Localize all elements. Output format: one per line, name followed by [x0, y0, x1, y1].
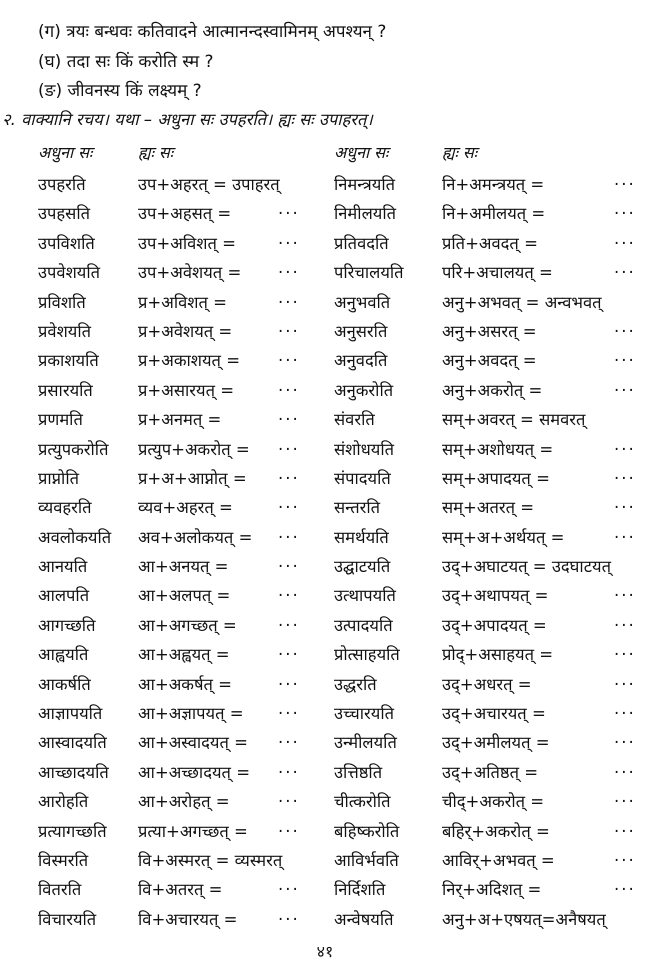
present-verb-right: प्रोत्साहयति — [334, 645, 400, 665]
present-verb-right: उद्घाटयति — [334, 557, 391, 577]
table-row — [0, 464, 650, 493]
header-past-right: ह्यः सः — [442, 143, 477, 162]
blank-dots-left: ··· — [278, 645, 300, 665]
blank-dots-left: ··· — [278, 762, 300, 782]
blank-dots-left: ··· — [278, 704, 300, 724]
present-verb-right: परिचालयति — [334, 263, 404, 283]
present-verb-left: उपहरति — [38, 175, 86, 194]
past-derivation-left: आ+अलपत् = — [138, 586, 231, 606]
present-verb-left: उपहसति — [38, 204, 91, 224]
present-verb-right: संपादयति — [334, 468, 391, 488]
exercise-instruction: २. वाक्यानि रचय। यथा – अधुना सः उपहरति। ह्यः सः उपाहरत्। — [2, 110, 373, 129]
present-verb-left: आगच्छति — [38, 615, 96, 635]
table-row — [0, 229, 650, 258]
past-derivation-left: उप+अहसत् = — [138, 204, 232, 224]
blank-dots-right: ··· — [614, 645, 636, 665]
blank-dots-left: ··· — [278, 468, 300, 488]
present-verb-left: प्रणमति — [38, 410, 83, 430]
past-derivation-left: आ+अस्वादयत् = — [138, 733, 248, 753]
past-derivation-right: नि+अमन्त्रयत् = — [442, 175, 545, 194]
table-row — [0, 493, 650, 522]
table-row — [0, 875, 650, 904]
past-derivation-right: उद्+अथापयत् = — [442, 586, 549, 606]
present-verb-right: उन्मीलयति — [334, 733, 397, 753]
past-derivation-left: आ+अज्ञापयत् = — [138, 704, 244, 724]
present-verb-right: सन्तरति — [334, 498, 381, 518]
past-derivation-left: प्र+अवेशयत् = — [138, 321, 233, 341]
past-derivation-right: चीद्+अकरोत् = — [442, 792, 545, 812]
present-verb-left: प्रविशति — [38, 292, 86, 312]
blank-dots-right: ··· — [614, 762, 636, 782]
blank-dots-right: ··· — [614, 615, 636, 635]
blank-dots-left: ··· — [278, 204, 300, 224]
table-row — [0, 435, 650, 464]
past-derivation-right: बहिर्+अकरोत् = — [442, 821, 550, 841]
blank-dots-right: ··· — [614, 674, 636, 694]
past-derivation-right: प्रोद्+असाहयत् = — [442, 645, 554, 665]
past-derivation-right: आविर्+अभवत् = — [442, 850, 555, 870]
past-derivation-left: आ+अच्छादयत् = — [138, 762, 251, 782]
present-verb-right: निमन्त्रयति — [334, 175, 396, 194]
blank-dots-right: ··· — [614, 821, 636, 841]
table-row — [0, 640, 650, 669]
table-row — [0, 846, 650, 875]
past-derivation-right: परि+अचालयत् = — [442, 263, 553, 283]
table-row — [0, 787, 650, 816]
blank-dots-left: ··· — [278, 498, 300, 518]
past-derivation-right: सम्+अतरत् = — [442, 498, 535, 518]
past-derivation-right: सम्+अशोधयत् = — [442, 439, 554, 459]
table-row — [0, 581, 650, 610]
past-derivation-left: प्रत्या+अगच्छत् = — [138, 821, 248, 841]
blank-dots-right: ··· — [614, 880, 636, 900]
past-derivation-left: प्र+अनमत् = — [138, 410, 222, 430]
past-derivation-right: उद्+अघाटयत् = उदघाटयत् — [442, 557, 611, 577]
present-verb-left: प्रसारयति — [38, 380, 93, 400]
present-verb-right: उत्तिष्ठति — [334, 762, 383, 782]
blank-dots-left: ··· — [278, 821, 300, 841]
past-derivation-left: आ+अनयत् = — [138, 557, 229, 577]
table-row — [0, 905, 650, 934]
present-verb-right: अनुकरोति — [334, 380, 394, 400]
present-verb-left: वितरति — [38, 880, 82, 900]
present-verb-left: प्रकाशयति — [38, 351, 99, 371]
present-verb-right: उद्धरति — [334, 674, 377, 694]
present-verb-right: संवरति — [334, 410, 375, 430]
past-derivation-right: उद्+अतिष्ठत् = — [442, 762, 539, 782]
present-verb-right: चीत्करोति — [334, 792, 391, 812]
present-verb-right: अनुसरति — [334, 321, 388, 341]
blank-dots-right: ··· — [614, 204, 636, 224]
table-row — [0, 758, 650, 787]
past-derivation-left: आ+अकर्षत् = — [138, 674, 232, 694]
present-verb-left: प्रवेशयति — [38, 321, 92, 341]
past-derivation-right: प्रति+अवदत् = — [442, 233, 538, 253]
blank-dots-right: ··· — [614, 439, 636, 459]
table-row — [0, 170, 650, 199]
past-derivation-left: प्र+असारयत् = — [138, 380, 235, 400]
blank-dots-right: ··· — [614, 586, 636, 606]
present-verb-left: आज्ञापयति — [38, 704, 103, 724]
past-derivation-left: वि+अचारयत् = — [138, 909, 238, 929]
table-row — [0, 817, 650, 846]
blank-dots-left: ··· — [278, 527, 300, 547]
past-derivation-right: सम्+अपादयत् = — [442, 468, 550, 488]
present-verb-right: निर्दिशति — [334, 880, 386, 900]
past-derivation-left: वि+अतरत् = — [138, 880, 223, 900]
past-derivation-right: उद्+अपादयत् = — [442, 615, 547, 635]
present-verb-left: उपविशति — [38, 233, 95, 253]
blank-dots-right: ··· — [614, 527, 636, 547]
past-derivation-right: निर्+अदिशत् = — [442, 880, 542, 900]
present-verb-right: समर्थयति — [334, 527, 389, 547]
blank-dots-left: ··· — [278, 380, 300, 400]
present-verb-right: अनुवदति — [334, 351, 388, 371]
present-verb-right: आविर्भवति — [334, 850, 399, 870]
past-derivation-right: अनु+असरत् = — [442, 321, 537, 341]
blank-dots-left: ··· — [278, 351, 300, 371]
header-present-left: अधुना सः — [38, 143, 93, 162]
present-verb-left: आनयति — [38, 557, 88, 577]
question-gha: (घ) तदा सः किं करोति स्म ? — [38, 52, 214, 72]
blank-dots-left: ··· — [278, 263, 300, 283]
present-verb-left: आलपति — [38, 586, 90, 606]
present-verb-left: आह्वयति — [38, 645, 89, 665]
past-derivation-left: प्र+अकाशयत् = — [138, 351, 241, 371]
present-verb-left: अवलोकयति — [38, 527, 112, 547]
table-row — [0, 258, 650, 287]
present-verb-left: उपवेशयति — [38, 263, 101, 283]
present-verb-right: निमीलयति — [334, 204, 397, 224]
blank-dots-left: ··· — [278, 733, 300, 753]
past-derivation-right: अनु+अवदत् = — [442, 351, 537, 371]
present-verb-left: व्यवहरति — [38, 498, 92, 518]
past-derivation-right: सम्+अ+अर्थयत् = — [442, 527, 565, 547]
past-derivation-left: व्यव+अहरत् = — [138, 498, 233, 518]
header-present-right: अधुना सः — [334, 143, 389, 162]
blank-dots-left: ··· — [278, 792, 300, 812]
table-row — [0, 317, 650, 346]
present-verb-right: बहिष्करोति — [334, 821, 400, 841]
table-row — [0, 728, 650, 757]
present-verb-right: संशोधयति — [334, 439, 395, 459]
present-verb-left: प्राप्नोति — [38, 468, 80, 488]
table-row — [0, 611, 650, 640]
present-verb-right: उत्पादयति — [334, 615, 393, 635]
blank-dots-left: ··· — [278, 909, 300, 929]
blank-dots-left: ··· — [278, 233, 300, 253]
blank-dots-left: ··· — [278, 615, 300, 635]
blank-dots-right: ··· — [614, 263, 636, 283]
header-past-left: ह्यः सः — [138, 143, 173, 162]
past-derivation-right: अनु+अ+एषयत्=अनैषयत् — [442, 909, 606, 929]
table-row — [0, 376, 650, 405]
blank-dots-left: ··· — [278, 557, 300, 577]
blank-dots-right: ··· — [614, 792, 636, 812]
question-ga: (ग) त्रयः बन्धवः कतिवादने आत्मानन्दस्वामिनम् अपश्यन् ? — [38, 22, 387, 42]
past-derivation-left: आ+अगच्छत् = — [138, 615, 237, 635]
present-verb-right: अनुभवति — [334, 292, 391, 312]
past-derivation-left: आ+अह्वयत् = — [138, 645, 230, 665]
table-row — [0, 699, 650, 728]
blank-dots-left: ··· — [278, 321, 300, 341]
past-derivation-left: उप+अहरत् = उपाहरत् — [138, 175, 280, 194]
present-verb-left: आस्वादयति — [38, 733, 107, 753]
present-verb-left: आच्छादयति — [38, 762, 109, 782]
present-verb-left: विस्मरति — [38, 850, 89, 870]
blank-dots-right: ··· — [614, 351, 636, 371]
page-number: ४१ — [316, 942, 334, 961]
past-derivation-left: प्र+अविशत् = — [138, 292, 227, 312]
present-verb-left: प्रत्यागच्छति — [38, 821, 107, 841]
present-verb-right: उच्चारयति — [334, 704, 395, 724]
blank-dots-right: ··· — [614, 175, 636, 194]
blank-dots-left: ··· — [278, 586, 300, 606]
past-derivation-left: उप+अविशत् = — [138, 233, 236, 253]
table-row — [0, 346, 650, 375]
table-row — [0, 670, 650, 699]
blank-dots-right: ··· — [614, 233, 636, 253]
table-row — [0, 552, 650, 581]
blank-dots-right: ··· — [614, 380, 636, 400]
table-row — [0, 405, 650, 434]
blank-dots-right: ··· — [614, 468, 636, 488]
past-derivation-right: उद्+अधरत् = — [442, 674, 532, 694]
past-derivation-right: अनु+अभवत् = अन्वभवत् — [442, 292, 602, 312]
past-derivation-left: प्र+अ+आप्नोत् = — [138, 468, 247, 488]
present-verb-left: आकर्षति — [38, 674, 91, 694]
present-verb-left: आरोहति — [38, 792, 89, 812]
verb-table — [0, 170, 650, 934]
present-verb-right: अन्वेषयति — [334, 909, 394, 929]
present-verb-left: प्रत्युपकरोति — [38, 439, 109, 459]
past-derivation-right: उद्+अमीलयत् = — [442, 733, 550, 753]
past-derivation-right: उद्+अचारयत् = — [442, 704, 546, 724]
blank-dots-right: ··· — [614, 498, 636, 518]
blank-dots-left: ··· — [278, 674, 300, 694]
past-derivation-right: नि+अमीलयत् = — [442, 204, 546, 224]
question-nga: (ङ) जीवनस्य किं लक्ष्यम् ? — [38, 81, 202, 101]
present-verb-right: प्रतिवदति — [334, 233, 389, 253]
past-derivation-right: सम्+अवरत् = समवरत् — [442, 410, 586, 430]
past-derivation-left: उप+अवेशयत् = — [138, 263, 242, 283]
blank-dots-right: ··· — [614, 733, 636, 753]
blank-dots-left: ··· — [278, 439, 300, 459]
blank-dots-left: ··· — [278, 410, 300, 430]
blank-dots-right: ··· — [614, 850, 636, 870]
past-derivation-left: आ+अरोहत् = — [138, 792, 230, 812]
present-verb-right: उत्थापयति — [334, 586, 396, 606]
blank-dots-right: ··· — [614, 321, 636, 341]
past-derivation-left: अव+अलोकयत् = — [138, 527, 253, 547]
past-derivation-left: प्रत्युप+अकरोत् = — [138, 439, 250, 459]
present-verb-left: विचारयति — [38, 909, 97, 929]
table-row — [0, 523, 650, 552]
blank-dots-left: ··· — [278, 292, 300, 312]
table-row — [0, 288, 650, 317]
blank-dots-left: ··· — [278, 880, 300, 900]
past-derivation-right: अनु+अकरोत् = — [442, 380, 543, 400]
blank-dots-right: ··· — [614, 704, 636, 724]
table-row — [0, 199, 650, 228]
past-derivation-left: वि+अस्मरत् = व्यस्मरत् — [138, 850, 283, 870]
